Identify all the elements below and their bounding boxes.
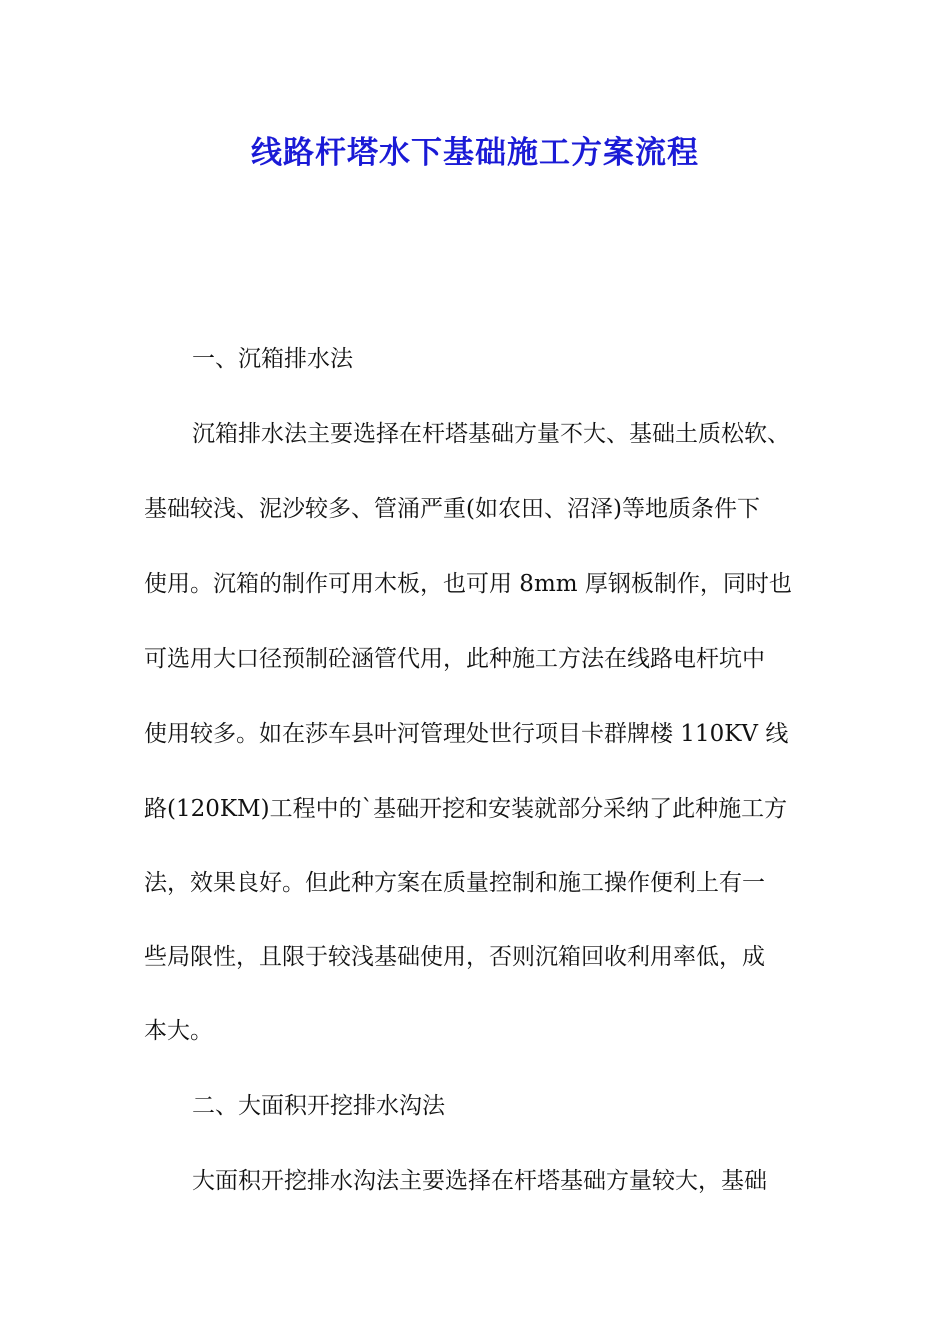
paragraph-line: 沉箱排水法主要选择在杆塔基础方量不大、基础土质松软、 <box>192 421 790 447</box>
paragraph-line: 路(120KM)工程中的`基础开挖和安装就部分采纳了此种施工方 <box>144 796 788 822</box>
paragraph-line: 些局限性，且限于较浅基础使用，否则沉箱回收利用率低，成 <box>144 944 765 970</box>
section-heading-2: 二、大面积开挖排水沟法 <box>192 1093 445 1119</box>
paragraph-line: 大面积开挖排水沟法主要选择在杆塔基础方量较大，基础 <box>192 1168 767 1194</box>
document-title: 线路杆塔水下基础施工方案流程 <box>251 135 699 171</box>
paragraph-line: 可选用大口径预制砼涵管代用，此种施工方法在线路电杆坑中 <box>144 646 765 672</box>
section-heading-1: 一、沉箱排水法 <box>192 346 353 372</box>
paragraph-line: 本大。 <box>144 1018 213 1044</box>
paragraph-line: 法，效果良好。但此种方案在质量控制和施工操作便利上有一 <box>144 870 765 896</box>
paragraph-line: 使用较多。如在莎车县叶河管理处世行项目卡群牌楼 110KV 线 <box>144 721 789 747</box>
paragraph-line: 基础较浅、泥沙较多、管涌严重(如农田、沼泽)等地质条件下 <box>144 496 760 522</box>
paragraph-line: 使用。沉箱的制作可用木板，也可用 8mm 厚钢板制作，同时也 <box>144 571 792 597</box>
